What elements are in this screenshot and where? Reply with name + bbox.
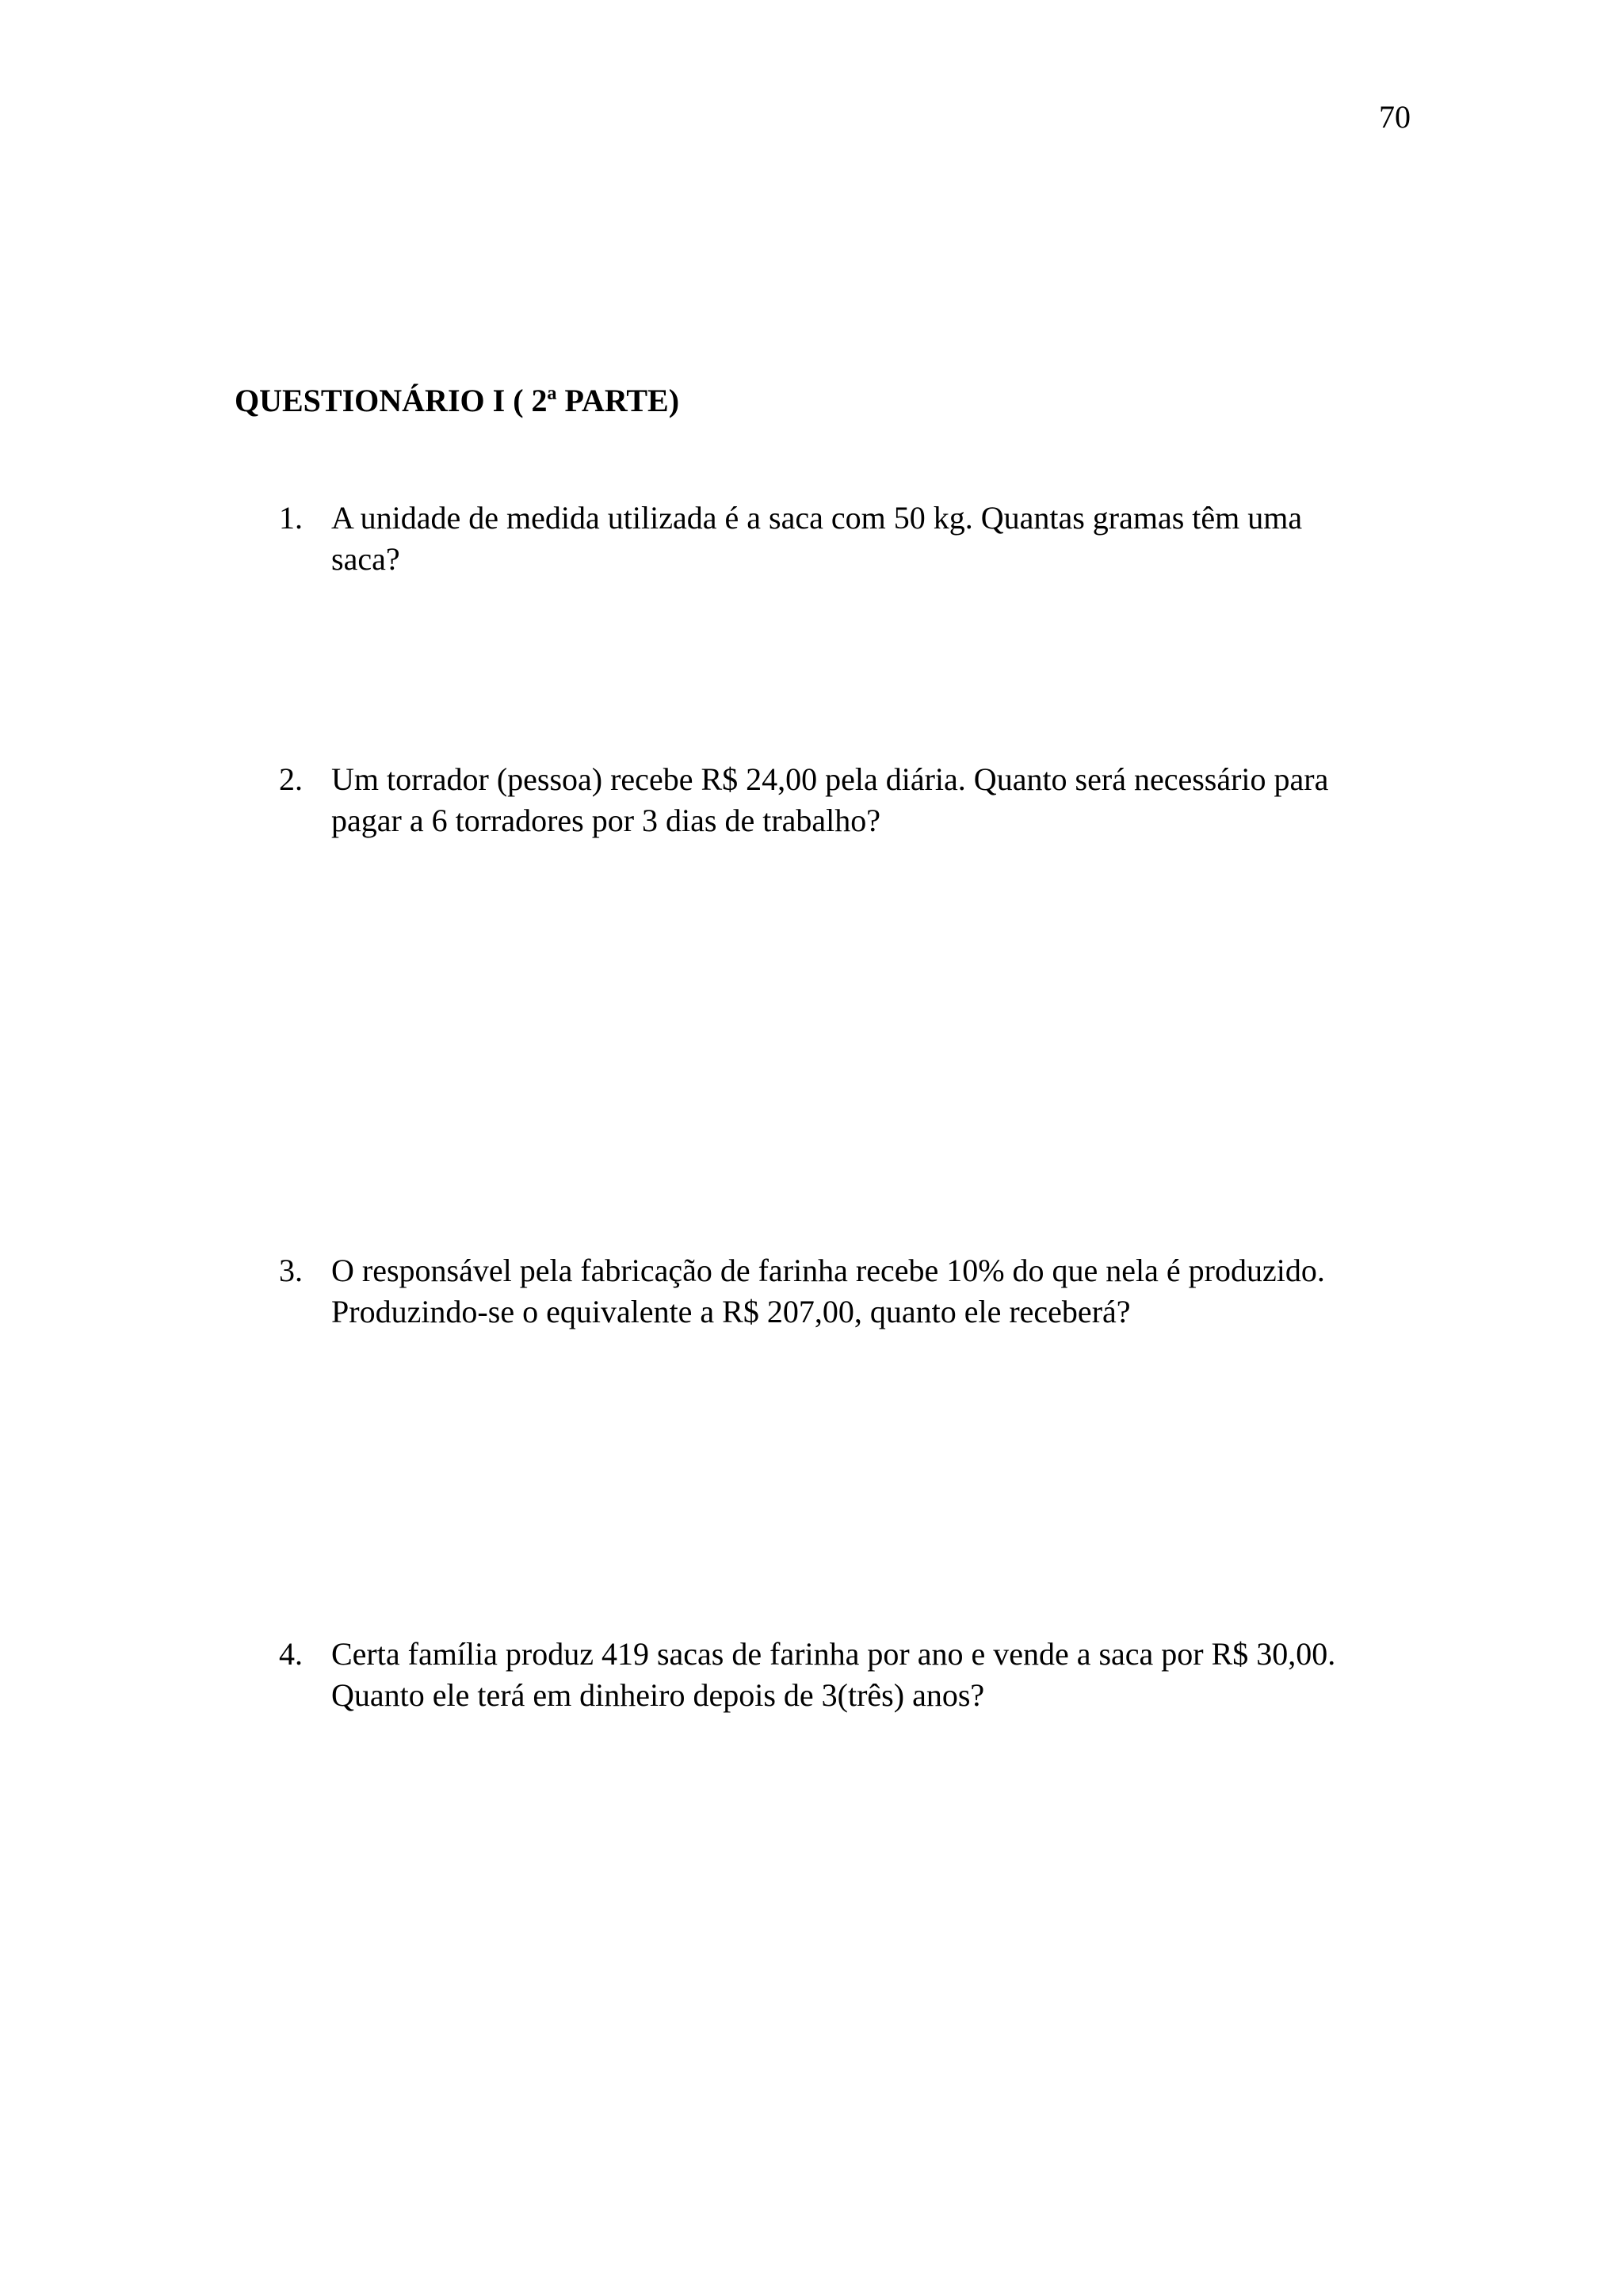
question-3 [279,1250,1388,1333]
question-line: Quanto ele terá em dinheiro depois de 3(três) anos? [331,1677,985,1713]
question-text [331,1634,1388,1716]
page-number: 70 [1379,99,1411,135]
question-line: Certa família produz 419 sacas de farinha por ano e vende a saca por R$ 30,00. [331,1636,1336,1672]
question-line: Um torrador (pessoa) recebe R$ 24,00 pela diária. Quanto será necessário para [331,761,1329,797]
question-1 [279,498,1388,580]
questionnaire-title: QUESTIONÁRIO I ( 2ª PARTE) [235,383,680,418]
question-line: pagar a 6 torradores por 3 dias de trabalho? [331,803,881,838]
question-line: saca? [331,541,400,577]
question-text [331,1250,1388,1333]
question-line: A unidade de medida utilizada é a saca com 50 kg. Quantas gramas têm uma [331,500,1303,536]
question-number: 4. [279,1636,303,1672]
question-number: 1. [279,500,303,536]
question-line: Produzindo-se o equivalente a R$ 207,00, quanto ele receberá? [331,1294,1131,1329]
question-2 [279,759,1388,841]
question-number: 3. [279,1253,303,1288]
question-line: O responsável pela fabricação de farinha recebe 10% do que nela é produzido. [331,1253,1325,1288]
question-4 [279,1634,1388,1716]
question-text [331,759,1388,841]
question-number: 2. [279,761,303,797]
question-text [331,498,1388,580]
